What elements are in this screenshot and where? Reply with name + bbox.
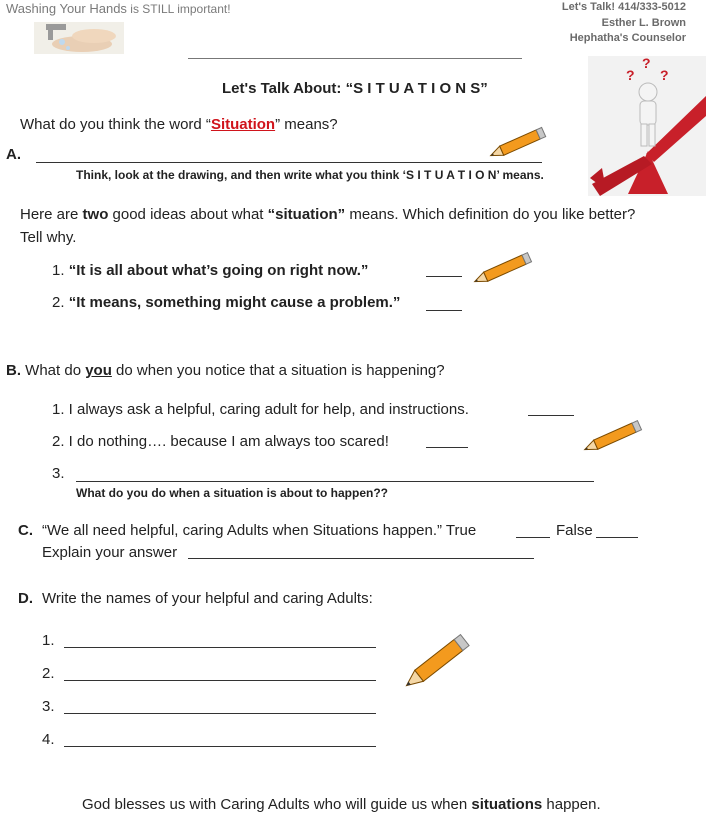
question-b-instruction: What do you do when a situation is about to happen??	[76, 486, 388, 500]
question-c-explain-label: Explain your answer	[42, 544, 178, 561]
definition-option-2: 2. “It means, something might cause a problem.”	[52, 294, 401, 311]
adult-name-number: 2.	[42, 665, 55, 682]
adult-name-line-3[interactable]	[64, 713, 376, 714]
header-role: Hephatha's Counselor	[569, 32, 686, 44]
definition-option-1: 1. “It is all about what’s going on right now.”	[52, 262, 369, 279]
adult-name-line-2[interactable]	[64, 680, 376, 681]
pencil-icon	[486, 124, 552, 162]
question-c-false-blank[interactable]	[596, 537, 638, 538]
question-b-item-1: 1. I always ask a helpful, caring adult for help, and instructions.	[52, 401, 469, 418]
pencil-icon	[578, 418, 648, 456]
question-b-item-3: 3.	[52, 465, 65, 482]
definition-option-1-blank[interactable]	[426, 276, 462, 277]
handwashing-icon	[34, 14, 126, 56]
question-c-explain-line[interactable]	[188, 558, 534, 559]
page-title: Let's Talk About: “S I T U A T I O N S”	[222, 80, 488, 97]
adult-name-line-4[interactable]	[64, 746, 376, 747]
question-c-true-blank[interactable]	[516, 537, 550, 538]
header-divider	[188, 58, 522, 59]
adult-name-number: 4.	[42, 731, 55, 748]
adult-name-number: 3.	[42, 698, 55, 715]
question-d-prompt: Write the names of your helpful and caring Adults:	[42, 590, 373, 607]
header-name: Esther L. Brown	[601, 17, 686, 29]
adult-name-number: 1.	[42, 632, 55, 649]
question-b-item-2: 2. I do nothing…. because I am always too scared!	[52, 433, 389, 450]
question-b-item-1-blank[interactable]	[528, 415, 574, 416]
crossroads-figure-icon	[588, 56, 706, 196]
definitions-tell-why: Tell why.	[20, 229, 77, 246]
question-b-item-2-blank[interactable]	[426, 447, 468, 448]
pencil-icon	[396, 626, 480, 696]
svg-text:?: ?	[660, 67, 669, 83]
pencil-icon	[468, 250, 538, 288]
question-c-letter: C.	[18, 522, 33, 539]
definition-option-2-blank[interactable]	[426, 310, 462, 311]
svg-text:?: ?	[626, 67, 635, 83]
definitions-intro: Here are two good ideas about what “situation” means. Which definition do you like better?	[20, 206, 636, 223]
question-a-answer-line[interactable]	[36, 162, 542, 163]
question-b-item-3-answer-line[interactable]	[76, 481, 594, 482]
header-phone: Let's Talk! 414/333-5012	[561, 1, 686, 13]
svg-text:?: ?	[642, 56, 651, 71]
footer-blessing: God blesses us with Caring Adults who will guide us when situations happen.	[82, 796, 601, 813]
question-a-letter: A.	[6, 146, 21, 163]
question-a-instruction: Think, look at the drawing, and then write what you think ‘S I T U A T I O N’ means.	[76, 168, 544, 182]
question-a-prompt: What do you think the word “Situation” means?	[20, 116, 338, 133]
handwashing-header: Washing Your Hands is STILL important!	[6, 1, 231, 16]
question-d-letter: D.	[18, 590, 33, 607]
adult-name-line-1[interactable]	[64, 647, 376, 648]
question-c-prompt: “We all need helpful, caring Adults when Situations happen.” True	[42, 522, 477, 539]
question-c-false-label: False	[556, 522, 593, 539]
question-b-prompt: B. What do you do when you notice that a situation is happening?	[6, 362, 445, 379]
